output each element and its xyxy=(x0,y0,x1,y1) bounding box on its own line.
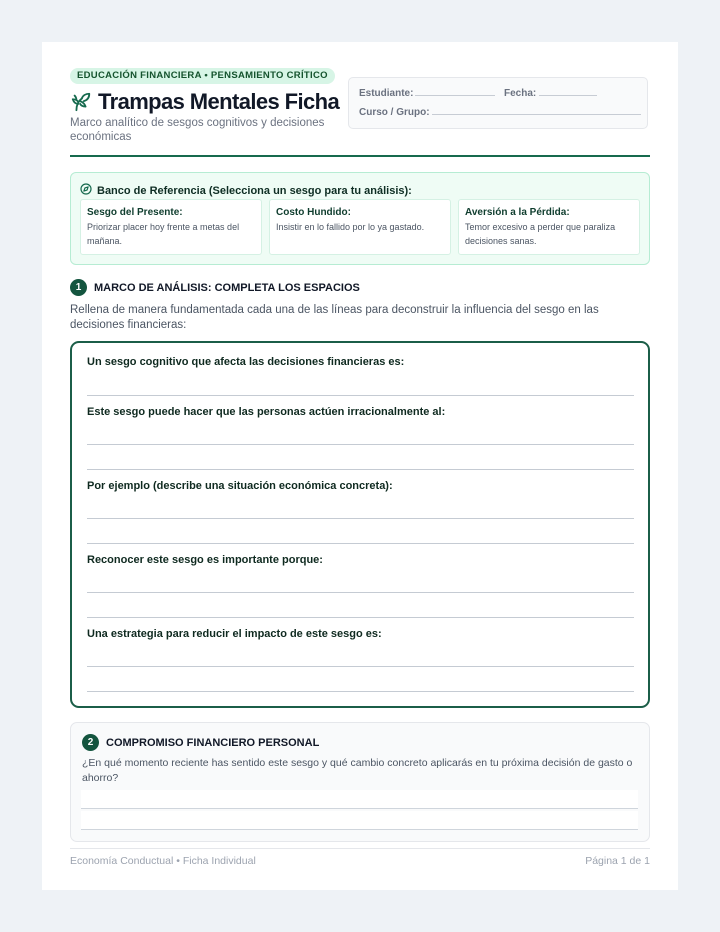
category-tag: EDUCACIÓN FINANCIERA • PENSAMIENTO CRÍTICO xyxy=(70,68,335,84)
reference-bank xyxy=(70,172,650,265)
reference-card[interactable] xyxy=(458,199,640,255)
reference-card-text: Insistir en lo fallido por lo ya gastado. xyxy=(276,222,425,232)
reference-title: Banco de Referencia (Selecciona un sesgo para tu análisis): xyxy=(97,185,412,197)
answer-line[interactable] xyxy=(87,444,634,445)
section-2-header xyxy=(82,734,319,751)
answer-line[interactable] xyxy=(87,395,634,396)
footer-course: Economía Conductual • Ficha Individual xyxy=(70,855,256,867)
section-number-badge: 1 xyxy=(70,279,87,296)
prompt-label: Este sesgo puede hacer que las personas actúen irracionalmente al: xyxy=(87,406,446,418)
prompt-label: Reconocer este sesgo es importante porque: xyxy=(87,554,323,566)
analysis-frame xyxy=(70,341,650,708)
section-1-title: MARCO DE ANÁLISIS: COMPLETA LOS ESPACIOS xyxy=(94,281,360,294)
answer-line[interactable] xyxy=(87,617,634,618)
course-label: Curso / Grupo: xyxy=(359,107,430,118)
answer-line[interactable] xyxy=(87,543,634,544)
prompt-label: Por ejemplo (describe una situación económica concreta): xyxy=(87,480,393,492)
worksheet-page xyxy=(42,42,678,890)
prompt-label: Una estrategia para reducir el impacto de este sesgo es: xyxy=(87,628,382,640)
commitment-answer-field[interactable] xyxy=(81,790,638,809)
page-subtitle: Marco analítico de sesgos cognitivos y decisiones económicas xyxy=(70,117,325,143)
title-row xyxy=(70,89,339,115)
reference-card-title: Costo Hundido: xyxy=(276,207,351,218)
section-1-header xyxy=(70,279,360,296)
commitment-question: ¿En qué momento reciente has sentido este sesgo y qué cambio concreto aplicarás en tu próxima decisión de gasto o ahorro? xyxy=(82,757,633,784)
reference-header xyxy=(80,182,412,200)
reference-card-title: Aversión a la Pérdida: xyxy=(465,207,570,218)
footer-divider xyxy=(70,848,650,849)
student-info-box xyxy=(348,77,648,129)
brain-leaf-icon xyxy=(70,91,92,113)
commitment-answer-field[interactable] xyxy=(81,811,638,830)
answer-line[interactable] xyxy=(87,666,634,667)
header-divider xyxy=(70,155,650,157)
compass-icon xyxy=(80,182,92,200)
answer-line[interactable] xyxy=(87,469,634,470)
reference-card-text: Priorizar placer hoy frente a metas del mañana. xyxy=(87,222,240,246)
reference-card[interactable] xyxy=(269,199,451,255)
reference-card-text: Temor excesivo a perder que paraliza decisiones sanas. xyxy=(465,222,616,246)
course-field[interactable] xyxy=(432,114,641,115)
date-field[interactable] xyxy=(539,95,597,96)
student-field[interactable] xyxy=(415,95,495,96)
date-label: Fecha: xyxy=(504,88,537,99)
prompt-label: Un sesgo cognitivo que afecta las decisiones financieras es: xyxy=(87,356,405,368)
answer-line[interactable] xyxy=(87,518,634,519)
section-number-badge: 2 xyxy=(82,734,99,751)
answer-line[interactable] xyxy=(87,592,634,593)
student-label: Estudiante: xyxy=(359,88,414,99)
commitment-box xyxy=(70,722,650,842)
footer-page-number: Página 1 de 1 xyxy=(585,855,650,867)
page-title: Trampas Mentales Ficha xyxy=(98,89,340,114)
section-1-instructions: Rellena de manera fundamentada cada una de las líneas para deconstruir la influencia del sesgo en las decisiones financieras: xyxy=(70,304,599,331)
reference-card[interactable] xyxy=(80,199,262,255)
section-2-title: COMPROMISO FINANCIERO PERSONAL xyxy=(106,736,320,749)
reference-card-title: Sesgo del Presente: xyxy=(87,207,183,218)
answer-line[interactable] xyxy=(87,691,634,692)
